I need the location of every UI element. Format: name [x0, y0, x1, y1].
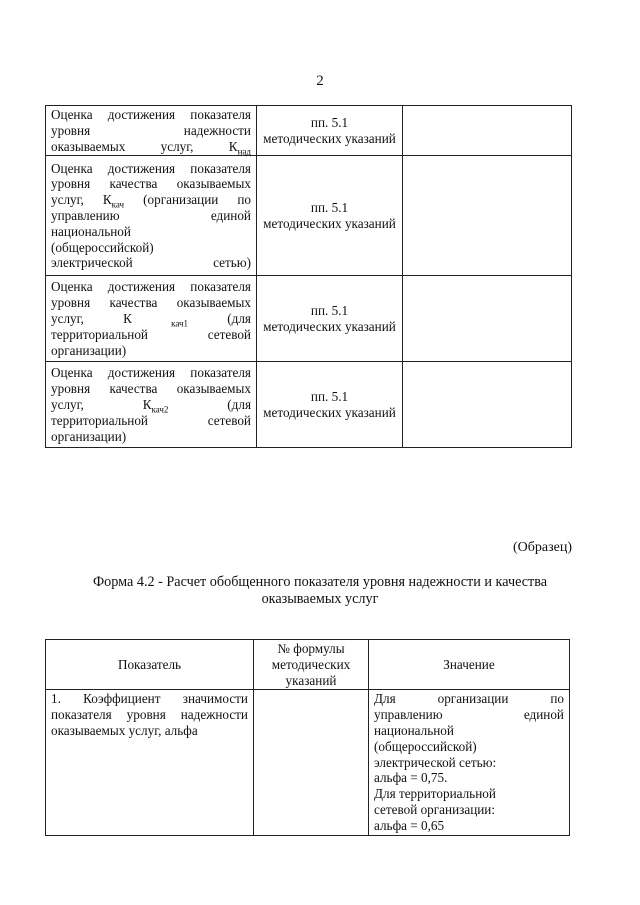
value-cell[interactable]: [403, 362, 572, 448]
form-title: Форма 4.2 - Расчет обобщенного показателя уровня надежности и качества оказываемых услуг: [92, 574, 548, 607]
table-header-row: [46, 640, 570, 690]
table-row: [46, 156, 572, 276]
indicator-cell: 1. Коэффициент значимости показателя уровня надежности оказываемых услуг, альфа: [46, 690, 254, 835]
indicator-cell: Оценка достижения показателя уровня качества оказываемых услуг, $К_{кач}$ (организации по управлению единой национальной (общероссийской) электрической сетью): [46, 156, 257, 276]
reference-cell: пп. 5.1 методических указаний: [257, 106, 403, 156]
page-number: 2: [316, 73, 324, 89]
reference-cell: пп. 5.1 методических указаний: [257, 156, 403, 276]
formula-cell[interactable]: [254, 690, 369, 835]
table-row: [46, 362, 572, 448]
indicator-line: уровня надежности: [51, 122, 251, 138]
reference-cell: пп. 5.1 методических указаний: [257, 362, 403, 448]
value-cell[interactable]: [403, 106, 572, 156]
form-table: [45, 639, 570, 836]
indicator-cell: Оценка достижения показателя уровня качества оказываемых услуг, $К_{кач2}$ (для территориальной сетевой организации): [46, 362, 257, 448]
header-formula: № формулы методических указаний: [254, 640, 369, 690]
value-cell[interactable]: [403, 276, 572, 362]
sample-label: (Образец): [512, 540, 572, 555]
reference-cell: пп. 5.1 методических указаний: [257, 276, 403, 362]
header-indicator: Показатель: [46, 640, 254, 690]
indicators-table: [45, 105, 572, 448]
table-row: [46, 106, 572, 156]
value-cell: Для организации по управлению единой национальной (общероссийской) электрической сетью: альфа = 0,75. Для территориальной сетевой организации: альфа = 0,65: [369, 690, 570, 835]
header-value: Значение: [369, 640, 570, 690]
indicator-cell: [46, 106, 257, 156]
indicator-line: Оценка достижения показателя: [51, 107, 251, 122]
indicator-cell: Оценка достижения показателя уровня качества оказываемых услуг, К $_{кач1}$ (для территориальной сетевой организации): [46, 276, 257, 362]
indicator-line: оказываемых услуг, $К_{над}$: [51, 138, 251, 157]
value-cell[interactable]: [403, 156, 572, 276]
table-row: [46, 276, 572, 362]
table-row: [46, 690, 570, 835]
